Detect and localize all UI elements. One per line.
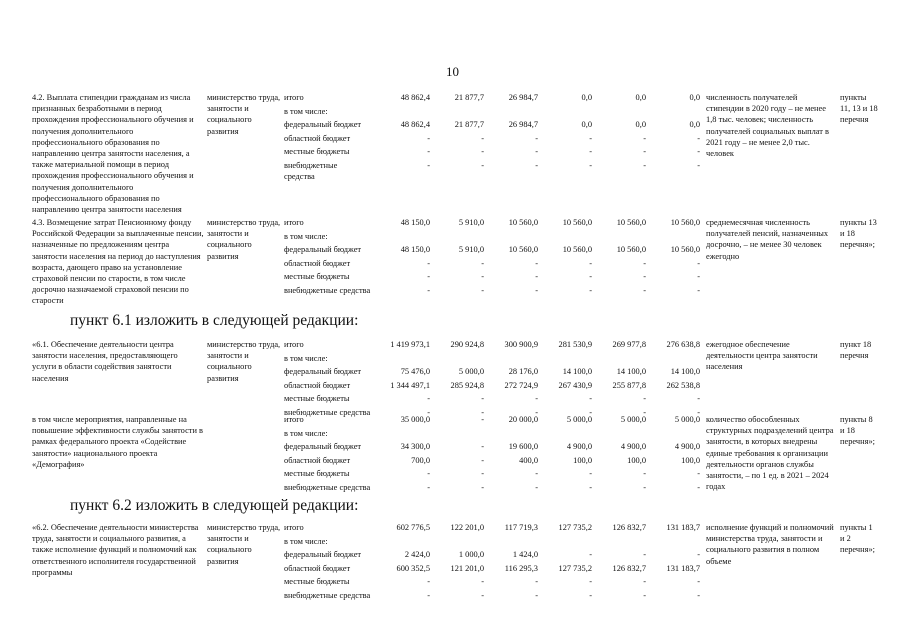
amount: - (643, 160, 646, 170)
amount: 1 000,0 (458, 550, 484, 560)
amount: - (535, 285, 538, 295)
amount: - (535, 147, 538, 157)
amount: - (643, 407, 646, 417)
amount (594, 536, 646, 550)
amount-year-column (648, 217, 700, 299)
amount (648, 106, 700, 120)
target-indicator: численность получателей стипендии в 2020 году – не менее 1,8 тыс. человек; численность получателей социальных выплат в 2021 году – не менее 2,0 тыс. человек (706, 93, 829, 159)
amount (378, 231, 430, 245)
amount: 0,0 (689, 93, 700, 102)
amount: 100,0 (573, 455, 592, 465)
amount: - (697, 285, 700, 295)
amount (432, 536, 484, 550)
amount: 116 295,3 (504, 563, 538, 573)
amount: 117 719,3 (504, 523, 538, 532)
amount: - (481, 272, 484, 282)
amount: - (427, 133, 430, 143)
amount: 2 424,0 (404, 550, 430, 560)
amount: - (697, 469, 700, 479)
amount: - (697, 133, 700, 143)
amount: 10 560,0 (616, 218, 646, 227)
amount (378, 353, 430, 367)
funding-source: местные бюджеты (284, 147, 350, 157)
amount: - (535, 482, 538, 492)
funding-source: внебюджетные средства (284, 160, 338, 182)
funding-source: внебюджетные средства (284, 482, 371, 492)
amount: - (535, 160, 538, 170)
amount: - (427, 258, 430, 268)
funding-source: федеральный бюджет (284, 550, 362, 560)
amount (486, 536, 538, 550)
measure-description: 4.2. Выплата стипендии гражданам из числа признанных безработными в период прохождения профессионального обучения и получения дополнительного профессионального образования по направлению центра занятости населения, а также материальной помощи в период прохождения профессионального обучения и получения дополнительного профессионального образования по направлению центра занятости населения (32, 93, 194, 215)
funding-source: в том числе: (284, 428, 328, 438)
funding-source: областной бюджет (284, 563, 351, 573)
amount: 131 183,7 (666, 563, 700, 573)
funding-source: в том числе: (284, 106, 328, 116)
funding-source: в том числе: (284, 231, 328, 241)
amount: - (481, 258, 484, 268)
list-reference: пункты 11, 13 и 18 перечня (840, 93, 878, 125)
amount: - (589, 133, 592, 143)
amount: 262 538,8 (666, 380, 700, 390)
amount: - (427, 160, 430, 170)
amount-year-column (486, 522, 538, 604)
amount: 127 735,2 (558, 523, 592, 532)
amount: - (481, 133, 484, 143)
amount (378, 106, 430, 120)
amount: - (589, 469, 592, 479)
amount: - (427, 407, 430, 417)
amount: - (643, 550, 646, 560)
funding-source: местные бюджеты (284, 272, 350, 282)
amount: - (643, 482, 646, 492)
funding-source: в том числе: (284, 353, 328, 363)
amount: - (481, 455, 484, 465)
amount: - (481, 407, 484, 417)
amount: - (697, 160, 700, 170)
target-indicator: ежегодное обеспечение деятельности центра занятости населения (706, 340, 818, 372)
amount: - (481, 482, 484, 492)
funding-source: местные бюджеты (284, 394, 350, 404)
amount (432, 231, 484, 245)
amount: - (427, 590, 430, 600)
target-indicator: исполнение функций и полномочий министерства труда, занятости и социального развития в полном объеме (706, 523, 834, 566)
amount: - (535, 133, 538, 143)
amount (378, 536, 430, 550)
page-number: 10 (446, 64, 459, 79)
amount: - (535, 590, 538, 600)
amount: 10 560,0 (562, 218, 592, 227)
amount: - (427, 394, 430, 404)
amount: - (535, 407, 538, 417)
amount-year-column (594, 217, 646, 299)
funding-sources (284, 217, 384, 299)
amount: - (643, 394, 646, 404)
amount: - (427, 272, 430, 282)
amount: - (589, 590, 592, 600)
amount: 0,0 (689, 120, 700, 130)
funding-source: итого (284, 523, 304, 532)
amount: 1 424,0 (512, 550, 538, 560)
amount: 10 560,0 (562, 245, 592, 255)
funding-source: областной бюджет (284, 380, 351, 390)
amount: 14 100,0 (562, 367, 592, 377)
funding-sources (284, 339, 384, 421)
amount: 0,0 (581, 120, 592, 130)
funding-source: местные бюджеты (284, 469, 350, 479)
amount: - (697, 394, 700, 404)
amount: 290 924,8 (450, 340, 484, 349)
amount (594, 106, 646, 120)
amount (486, 353, 538, 367)
amount: 126 832,7 (612, 523, 646, 532)
amount: 126 832,7 (612, 563, 646, 573)
amount-year-column (432, 522, 484, 604)
funding-sources (284, 414, 384, 496)
amount: - (535, 394, 538, 404)
amount: 21 877,7 (454, 120, 484, 130)
amount: 75 476,0 (400, 367, 430, 377)
amount-year-column (540, 217, 592, 299)
amount-year-column (648, 414, 700, 496)
amount: - (697, 147, 700, 157)
amount: 48 862,4 (400, 120, 430, 130)
amount (540, 353, 592, 367)
funding-source: федеральный бюджет (284, 120, 362, 130)
amount: 5 000,0 (566, 415, 592, 424)
amount: - (697, 258, 700, 268)
amount: 131 183,7 (666, 523, 700, 532)
amount: - (535, 577, 538, 587)
amount: - (481, 577, 484, 587)
amount-year-column (594, 522, 646, 604)
funding-source: внебюджетные средства (284, 407, 371, 417)
amount (648, 231, 700, 245)
amount: 48 862,4 (400, 93, 430, 102)
amount: 28 176,0 (508, 367, 538, 377)
funding-sources (284, 92, 384, 182)
amount (486, 428, 538, 442)
amount: - (481, 147, 484, 157)
amount-total-column (378, 92, 430, 174)
amount: - (697, 407, 700, 417)
amount-year-column (540, 92, 592, 174)
amount-year-column (432, 414, 484, 496)
amount: 0,0 (581, 93, 592, 102)
amount (540, 536, 592, 550)
list-reference: пункты 13 и 18 перечня»; (840, 218, 877, 250)
amount: 100,0 (681, 455, 700, 465)
amount-year-column (486, 217, 538, 299)
amount: - (481, 394, 484, 404)
amount: 48 150,0 (400, 245, 430, 255)
amount (648, 353, 700, 367)
amount (486, 106, 538, 120)
amount: 10 560,0 (670, 218, 700, 227)
amount-year-column (432, 339, 484, 421)
amount: - (535, 272, 538, 282)
amount-year-column (648, 522, 700, 604)
amount: - (535, 258, 538, 268)
amount: - (697, 577, 700, 587)
amount: - (589, 272, 592, 282)
amount (378, 428, 430, 442)
amount (648, 428, 700, 442)
amount: - (427, 285, 430, 295)
amount: - (481, 415, 484, 424)
amount: - (589, 550, 592, 560)
measure-description: «6.1. Обеспечение деятельности центра занятости населения, предоставляющего услуги в области содействия занятости населения (32, 340, 178, 383)
amount: 26 984,7 (508, 93, 538, 102)
amount: - (697, 272, 700, 282)
amount: - (643, 272, 646, 282)
amount: 26 984,7 (508, 120, 538, 130)
amount: 100,0 (627, 455, 646, 465)
amount: 0,0 (635, 120, 646, 130)
funding-source: итого (284, 415, 304, 424)
amount: - (481, 285, 484, 295)
amount: - (427, 577, 430, 587)
amount: 35 000,0 (400, 415, 430, 424)
measure-executor: министерство труда, занятости и социального развития (207, 218, 281, 261)
amount: 19 600,0 (508, 442, 538, 452)
amount: 4 900,0 (674, 442, 700, 452)
funding-source: областной бюджет (284, 455, 351, 465)
amount: 5 910,0 (458, 245, 484, 255)
amount: - (535, 469, 538, 479)
amount (432, 428, 484, 442)
amount: - (589, 258, 592, 268)
amount (594, 428, 646, 442)
amount: - (589, 285, 592, 295)
amount: - (481, 160, 484, 170)
amount: 602 776,5 (396, 523, 430, 532)
amount: 300 900,9 (504, 340, 538, 349)
funding-source: итого (284, 93, 304, 102)
amount-year-column (594, 92, 646, 174)
amount-year-column (486, 414, 538, 496)
amount: 1 419 973,1 (390, 340, 430, 349)
amount: 5 910,0 (458, 218, 484, 227)
measure-description: «6.2. Обеспечение деятельности министерства труда, занятости и социального развития, а также исполнение функций и полномочий как ответственного исполнителя государственной программы (32, 523, 199, 577)
amount: 14 100,0 (616, 367, 646, 377)
amount: - (427, 482, 430, 492)
amount-total-column (378, 217, 430, 299)
amount: 10 560,0 (616, 245, 646, 255)
funding-sources (284, 522, 384, 604)
amount: 1 344 497,1 (390, 380, 430, 390)
amount: 5 000,0 (458, 367, 484, 377)
amount: - (427, 147, 430, 157)
funding-source: федеральный бюджет (284, 245, 362, 255)
funding-source: внебюджетные средства (284, 590, 371, 600)
amount: 21 877,7 (454, 93, 484, 102)
funding-source: местные бюджеты (284, 577, 350, 587)
amount-total-column (378, 414, 430, 496)
amount (432, 106, 484, 120)
amount: - (427, 469, 430, 479)
amount-year-column (486, 339, 538, 421)
amount: - (643, 590, 646, 600)
amount: 10 560,0 (508, 245, 538, 255)
amount: - (589, 147, 592, 157)
amount (594, 353, 646, 367)
amount-year-column (648, 339, 700, 421)
amount: 267 430,9 (558, 380, 592, 390)
amount: 48 150,0 (400, 218, 430, 227)
amount: 269 977,8 (612, 340, 646, 349)
amount: - (589, 482, 592, 492)
measure-executor: министерство труда, занятости и социального развития (207, 340, 281, 383)
amount: - (481, 590, 484, 600)
funding-source: внебюджетные средства (284, 285, 371, 295)
amount: - (589, 160, 592, 170)
amount: 14 100,0 (670, 367, 700, 377)
amount: 5 000,0 (674, 415, 700, 424)
amount: - (589, 407, 592, 417)
amount-total-column (378, 522, 430, 604)
amount: 0,0 (635, 93, 646, 102)
amount: - (589, 394, 592, 404)
amount: - (481, 442, 484, 452)
amount: - (643, 133, 646, 143)
amount-year-column (486, 92, 538, 174)
amount: - (643, 577, 646, 587)
amount-year-column (594, 339, 646, 421)
amount: 4 900,0 (620, 442, 646, 452)
amount (540, 231, 592, 245)
amount-year-column (594, 414, 646, 496)
list-reference: пункты 8 и 18 перечня»; (840, 415, 875, 447)
amount (540, 106, 592, 120)
amount: 4 900,0 (566, 442, 592, 452)
amount: 122 201,0 (450, 523, 484, 532)
amount: 121 201,0 (450, 563, 484, 573)
amount-year-column (540, 339, 592, 421)
amount: - (643, 469, 646, 479)
amount: - (643, 258, 646, 268)
funding-source: итого (284, 218, 304, 227)
amount: - (589, 577, 592, 587)
funding-source: в том числе: (284, 536, 328, 546)
amount-year-column (432, 217, 484, 299)
target-indicator: среднемесячная численность получателей пенсий, назначенных досрочно, – не менее 30 человек ежегодно (706, 218, 829, 261)
amount (432, 353, 484, 367)
amount: - (697, 550, 700, 560)
amount: - (643, 285, 646, 295)
section-heading-6-1: пункт 6.1 изложить в следующей редакции: (70, 312, 359, 329)
amount: 272 724,9 (504, 380, 538, 390)
amount (594, 231, 646, 245)
funding-source: областной бюджет (284, 258, 351, 268)
measure-executor: министерство труда, занятости и социального развития (207, 93, 281, 136)
amount: 5 000,0 (620, 415, 646, 424)
amount: 600 352,5 (396, 563, 430, 573)
amount-total-column (378, 339, 430, 421)
amount: 276 638,8 (666, 340, 700, 349)
measure-description: в том числе мероприятия, направленные на повышение эффективности службы занятости в рамках федерального проекта «Содействие занятости» национального проекта «Демография» (32, 415, 203, 469)
amount: 34 300,0 (400, 442, 430, 452)
amount: 700,0 (411, 455, 430, 465)
funding-source: областной бюджет (284, 133, 351, 143)
amount: 255 877,8 (612, 380, 646, 390)
list-reference: пункт 18 перечня (840, 340, 872, 361)
amount (486, 231, 538, 245)
amount-year-column (432, 92, 484, 174)
list-reference: пункты 1 и 2 перечня»; (840, 523, 875, 555)
amount: 10 560,0 (508, 218, 538, 227)
amount: - (697, 482, 700, 492)
amount-year-column (540, 414, 592, 496)
amount: 285 924,8 (450, 380, 484, 390)
amount-year-column (648, 92, 700, 174)
amount: 10 560,0 (670, 245, 700, 255)
funding-source: федеральный бюджет (284, 442, 362, 452)
amount: - (481, 469, 484, 479)
target-indicator: количество обособленных структурных подразделений центра занятости, в которых внедрены единые требования к организации деятельности органов службы занятости, – по 1 ед. в 2021 – 2024 годах (706, 415, 834, 492)
funding-source: итого (284, 340, 304, 349)
amount-year-column (540, 522, 592, 604)
measure-description: 4.3. Возмещение затрат Пенсионному фонду Российской Федерации за выплаченные пенсии, назначенные по предложениям центра занятости населения на период до наступления возраста, дающего право на установление страховой пенсии по старости, в том числе досрочно назначаемой страховой пенсии по старости (32, 218, 204, 306)
section-heading-6-2: пункт 6.2 изложить в следующей редакции: (70, 497, 359, 514)
amount: 400,0 (519, 455, 538, 465)
amount: - (643, 147, 646, 157)
amount: 20 000,0 (508, 415, 538, 424)
funding-source: федеральный бюджет (284, 367, 362, 377)
amount (648, 536, 700, 550)
amount (540, 428, 592, 442)
amount: 127 735,2 (558, 563, 592, 573)
amount: 281 530,9 (558, 340, 592, 349)
amount: - (697, 590, 700, 600)
measure-executor: министерство труда, занятости и социального развития (207, 523, 281, 566)
